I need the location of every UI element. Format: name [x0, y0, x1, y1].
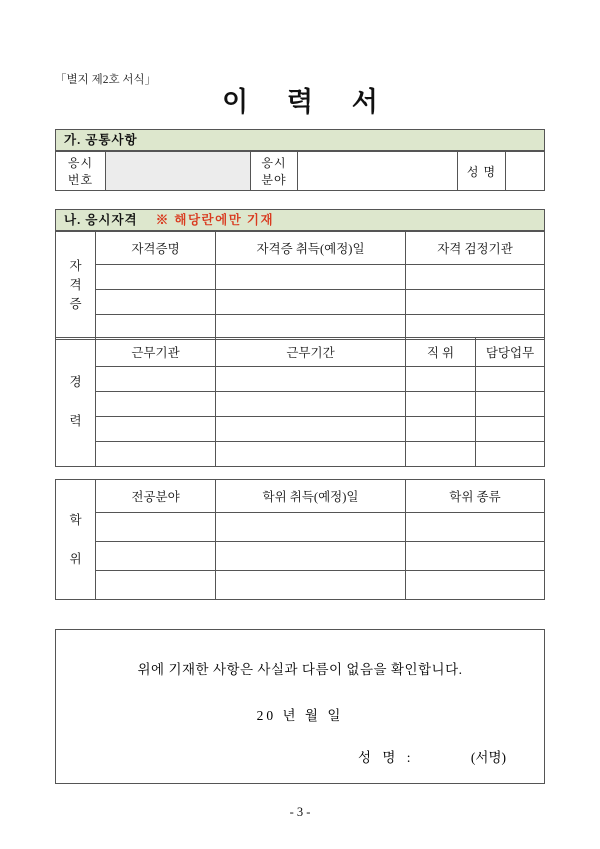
cell-degree-type[interactable]: [406, 542, 545, 571]
common-info-table: [55, 151, 545, 191]
table-header-row: [56, 480, 545, 513]
row-label-degree: 학 위: [56, 480, 96, 600]
cell-degree-type[interactable]: [406, 513, 545, 542]
cell-duty[interactable]: [476, 392, 545, 417]
table-row: [56, 442, 545, 467]
cell-degree-date[interactable]: [216, 513, 406, 542]
column-header-workplace: 근무기관: [96, 338, 216, 367]
label-applicant-number-line2: 번호: [67, 173, 94, 187]
row-label-certification: 자 격 증: [56, 232, 96, 340]
cell-degree-date[interactable]: [216, 571, 406, 600]
cell-workplace[interactable]: [96, 392, 216, 417]
cell-cert-name[interactable]: [96, 290, 216, 315]
cell-period[interactable]: [216, 417, 406, 442]
confirmation-date[interactable]: 20 년 월 일: [256, 708, 344, 723]
confirmation-box: [55, 629, 545, 784]
field-applicant-name[interactable]: [506, 152, 545, 191]
cell-position[interactable]: [406, 367, 476, 392]
cell-cert-issuer[interactable]: [406, 315, 545, 340]
cell-degree-date[interactable]: [216, 542, 406, 571]
section-header-qualification-note: ※ 해당란에만 기재: [155, 213, 275, 227]
label-applicant-field-line2: 분야: [261, 173, 287, 187]
cell-duty[interactable]: [476, 417, 545, 442]
table-row: [56, 392, 545, 417]
cell-cert-date[interactable]: [216, 265, 406, 290]
cell-cert-issuer[interactable]: [406, 290, 545, 315]
form-note: 「별지 제2호 서식」: [55, 74, 157, 86]
table-row: [56, 290, 545, 315]
table-row: [56, 265, 545, 290]
section-header-common-label: 가. 공통사항: [64, 133, 138, 147]
cell-workplace[interactable]: [96, 442, 216, 467]
cell-major[interactable]: [96, 571, 216, 600]
degree-table: [55, 479, 545, 600]
table-row: [56, 417, 545, 442]
cell-cert-name[interactable]: [96, 315, 216, 340]
signature-note[interactable]: (서명): [470, 750, 506, 765]
field-applicant-number[interactable]: [106, 152, 251, 191]
signature-row: [56, 746, 544, 766]
cell-cert-name[interactable]: [96, 265, 216, 290]
signature-label: 성 명 :: [357, 750, 415, 765]
table-row: [56, 367, 545, 392]
column-header-degree-type: 학위 종류: [406, 480, 545, 513]
section-header-common: [55, 129, 545, 151]
column-header-cert-date: 자격증 취득(예정)일: [216, 232, 406, 265]
table-header-row: [56, 232, 545, 265]
label-applicant-number: [56, 152, 106, 191]
table-row: [56, 152, 545, 191]
column-header-position: 직 위: [406, 338, 476, 367]
career-table: [55, 337, 545, 467]
label-applicant-field-line1: 응시: [261, 156, 287, 170]
section-header-qualification: [55, 209, 545, 231]
cell-major[interactable]: [96, 513, 216, 542]
column-header-period: 근무기간: [216, 338, 406, 367]
column-header-duty: 담당업무: [476, 338, 545, 367]
cell-duty[interactable]: [476, 442, 545, 467]
table-header-row: [56, 338, 545, 367]
column-header-major: 전공분야: [96, 480, 216, 513]
cell-position[interactable]: [406, 442, 476, 467]
cell-duty[interactable]: [476, 367, 545, 392]
certification-table: [55, 231, 545, 340]
column-header-cert-issuer: 자격 검정기관: [406, 232, 545, 265]
table-row: [56, 542, 545, 571]
cell-position[interactable]: [406, 417, 476, 442]
table-row: [56, 513, 545, 542]
row-label-career: 경 력: [56, 338, 96, 467]
table-row: [56, 571, 545, 600]
section-header-qualification-label: 나. 응시자격: [64, 213, 138, 227]
column-header-cert-name: 자격증명: [96, 232, 216, 265]
table-row: [56, 315, 545, 340]
cell-period[interactable]: [216, 367, 406, 392]
cell-cert-date[interactable]: [216, 290, 406, 315]
page-number: - 3 -: [289, 805, 311, 819]
cell-cert-date[interactable]: [216, 315, 406, 340]
column-header-degree-date: 학위 취득(예정)일: [216, 480, 406, 513]
cell-workplace[interactable]: [96, 417, 216, 442]
cell-period[interactable]: [216, 442, 406, 467]
cell-position[interactable]: [406, 392, 476, 417]
cell-degree-type[interactable]: [406, 571, 545, 600]
confirmation-statement: 위에 기재한 사항은 사실과 다름이 없음을 확인합니다.: [137, 662, 463, 677]
cell-major[interactable]: [96, 542, 216, 571]
label-applicant-name: 성 명: [458, 152, 506, 191]
page-title: 이 력 서: [222, 87, 394, 117]
cell-cert-issuer[interactable]: [406, 265, 545, 290]
cell-workplace[interactable]: [96, 367, 216, 392]
cell-period[interactable]: [216, 392, 406, 417]
label-applicant-number-line1: 응시: [67, 156, 94, 170]
field-applicant-field[interactable]: [298, 152, 458, 191]
label-applicant-field: [251, 152, 298, 191]
